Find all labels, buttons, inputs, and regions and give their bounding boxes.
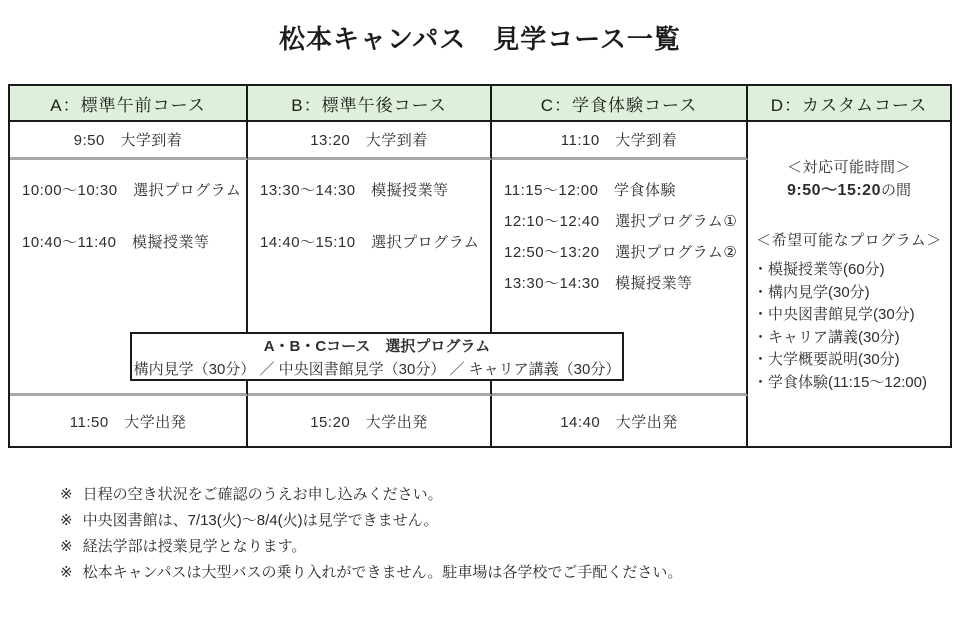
available-time-label: ＜対応可能時間＞ <box>786 159 911 176</box>
header-cell-course-d: D：カスタムコース <box>748 86 950 122</box>
arrival-cell-course-b: 13:20 大学到着 <box>248 122 492 160</box>
departure-cell-course-c: 14:40 大学出発 <box>492 396 748 446</box>
available-time-suffix: の間 <box>880 182 911 199</box>
custom-course-cell <box>748 122 950 446</box>
program-line: 12:10～12:40 選択プログラム① <box>504 213 738 230</box>
note-item <box>60 482 682 508</box>
arrival-cell-course-a: 9:50 大学到着 <box>10 122 248 160</box>
note-item <box>60 508 682 534</box>
program-options-label: ＜希望可能なプログラム＞ <box>756 232 942 249</box>
departure-cell-course-a: 11:50 大学出発 <box>10 396 248 446</box>
page-title: 松本キャンパス 見学コース一覧 <box>279 24 681 54</box>
note-item <box>60 560 682 586</box>
program-line: 13:30～14:30 模擬授業等 <box>260 182 449 199</box>
course-table <box>8 84 952 448</box>
program-line: 14:40～15:10 選択プログラム <box>260 234 480 251</box>
header-cell-course-a: A：標準午前コース <box>10 86 248 122</box>
available-time-value <box>787 183 911 199</box>
program-option-item: ・学食体験(11:15～12:00) <box>753 373 927 391</box>
note-marker: ※ <box>60 538 73 555</box>
program-line: 12:50～13:20 選択プログラム② <box>504 244 738 261</box>
program-line: 10:00～10:30 選択プログラム <box>22 182 242 199</box>
note-text: 中央図書館は、7/13(火)～8/4(火)は見学できません。 <box>82 512 439 529</box>
program-option-item: ・大学概要説明(30分) <box>753 351 900 368</box>
program-options-list <box>748 259 927 394</box>
program-option-item: ・構内見学(30分) <box>753 283 870 301</box>
program-line: 10:40～11:40 模擬授業等 <box>22 234 210 251</box>
program-option-item: ・キャリア講義(30分) <box>753 328 900 346</box>
note-marker: ※ <box>60 512 73 529</box>
arrival-cell-course-c: 11:10 大学到着 <box>492 122 748 160</box>
note-text: 日程の空き状況をご確認のうえお申し込みください。 <box>82 486 443 503</box>
note-marker: ※ <box>60 564 73 581</box>
note-item <box>60 534 682 560</box>
program-option-item: ・中央図書館見学(30分) <box>753 306 915 323</box>
note-text: 松本キャンパスは大型バスの乗り入れができません。駐車場は各学校でご手配ください。 <box>82 564 683 581</box>
notes-section <box>60 482 682 586</box>
program-line: 13:30～14:30 模擬授業等 <box>504 275 693 292</box>
selected-program-overlay <box>130 332 624 381</box>
header-cell-course-b: B：標準午後コース <box>248 86 492 122</box>
note-marker: ※ <box>60 486 73 503</box>
program-option-item: ・模擬授業等(60分) <box>753 261 885 278</box>
note-text: 経法学部は授業見学となります。 <box>82 538 307 555</box>
program-line: 11:15～12:00 学食体験 <box>504 182 676 199</box>
overlay-title: A・B・Cコース 選択プログラム <box>263 337 491 355</box>
available-time-range: 9:50～15:20 <box>787 182 881 199</box>
header-cell-course-c: C：学食体験コース <box>492 86 748 122</box>
overlay-options: 構内見学（30分） ／ 中央図書館見学（30分） ／ キャリア講義（30分） <box>133 360 621 378</box>
departure-cell-course-b: 15:20 大学出発 <box>248 396 492 446</box>
